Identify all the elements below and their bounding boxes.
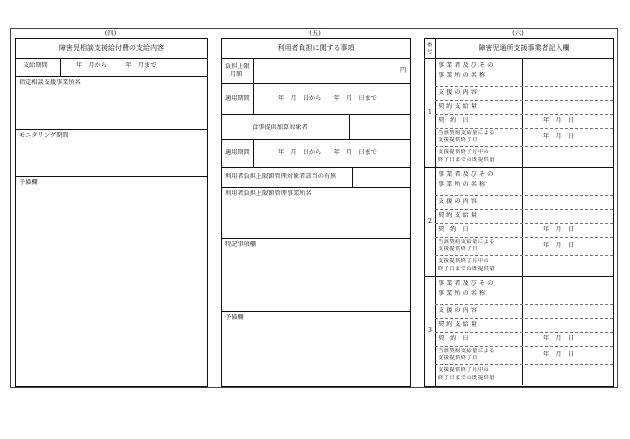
term-end-label-2: 支援提供終了日 [438,355,478,361]
form-sheet [10,28,618,388]
term-end-label-1: 当該契約支給量による [438,348,495,354]
panel-4-reserve-field[interactable]: 予備欄 [19,179,38,186]
support-period-label: 支給期間 [23,62,48,69]
support-content-label: 支援の内容 [438,89,479,96]
cap-label-2: 月額 [230,71,243,78]
business-name-label-2: 事業所の名称 [438,181,488,188]
cap-label-1: 負担上限 [225,63,250,70]
term-end-date-value[interactable]: 年 月 日 [543,242,574,249]
panel-5-title: 利用者負担に関する事項 [277,44,355,52]
business-name-label-2: 事業所の名称 [438,290,488,297]
applicable-period-value-2[interactable]: 年 月 日から 年 月 日まで [278,149,377,156]
contract-amount-label: 契約支給量 [438,321,479,328]
cap-yen[interactable]: 円 [400,67,407,74]
business-name-label-2: 事業所の名称 [438,72,488,79]
supplied-label-2: 終了日までの既提供量 [438,157,495,163]
contract-date-label: 契約日 [438,226,475,233]
group-number: 2 [428,217,432,225]
supplied-label-1: 支援提供終了月中の [438,367,490,373]
supplied-label-1: 支援提供終了月中の [438,258,490,264]
designated-office-field[interactable]: 指定相談支援事業所名 [19,79,81,86]
business-name-label-1: 事業者及びその [438,280,496,287]
special-notes-field[interactable]: 特記事項欄 [225,241,256,248]
contract-date-value[interactable]: 年 月 日 [543,226,574,233]
supplied-label-1: 支援提供終了月中の [438,149,490,155]
applicable-period-value[interactable]: 年 月 日から 年 月 日まで [278,95,377,102]
panel-5-label: (五) [309,29,321,37]
panel-4-title: 障害児相談支援給付費の支給内容 [59,44,164,52]
support-period-value[interactable]: 年 月から 年 月まで [76,62,157,69]
supplied-label-2: 終了日までの既提供量 [438,266,495,272]
group-number: 3 [428,326,432,334]
term-end-label-1: 当該契約支給量による [438,130,495,136]
contract-date-label: 契約日 [438,335,475,342]
applicable-period-label: 適用期間 [225,95,250,102]
panel-4-label: (四) [104,29,117,37]
term-end-label-2: 支援提供終了日 [438,246,478,252]
cap-mgmt-office-field[interactable]: 利用者負担上限額管理事業所名 [225,190,312,197]
term-end-label-1: 当該契約支給量による [438,239,495,245]
panel-6-label: (六) [512,29,524,37]
cap-mgmt-label: 利用者負担上限額管理対象者該当の有無 [225,173,337,180]
meal-addition-label: 食事提供加算対象者 [252,124,308,131]
contract-date-value[interactable]: 年 月 日 [543,335,574,342]
panel-4 [15,38,208,387]
panel-6 [424,38,614,387]
panel-6-title: 障害児通所支援事業者記入欄 [478,44,570,52]
term-end-date-value[interactable]: 年 月 日 [543,351,574,358]
panel-5-reserve-field[interactable]: 予備欄 [225,314,244,321]
contract-date-label: 契約日 [438,117,475,124]
group-number: 1 [428,108,432,116]
term-end-date-value[interactable]: 年 月 日 [543,133,574,140]
business-name-label-1: 事業者及びその [438,62,496,69]
panel-5 [221,38,411,387]
contract-amount-label: 契約支給量 [438,103,479,110]
contract-amount-label: 契約支給量 [438,212,479,219]
supplied-label-2: 終了日までの既提供量 [438,375,495,381]
term-end-label-2: 支援提供終了日 [438,137,478,143]
monitoring-period-field[interactable]: モニタリング期間 [19,132,69,139]
number-header-1: 番 [427,42,433,48]
business-name-label-1: 事業者及びその [438,171,496,178]
contract-date-value[interactable]: 年 月 日 [543,117,574,124]
support-content-label: 支援の内容 [438,198,479,205]
applicable-period-label-2: 適用期間 [225,149,250,156]
support-content-label: 支援の内容 [438,307,479,314]
number-header-2: 号 [427,49,433,55]
